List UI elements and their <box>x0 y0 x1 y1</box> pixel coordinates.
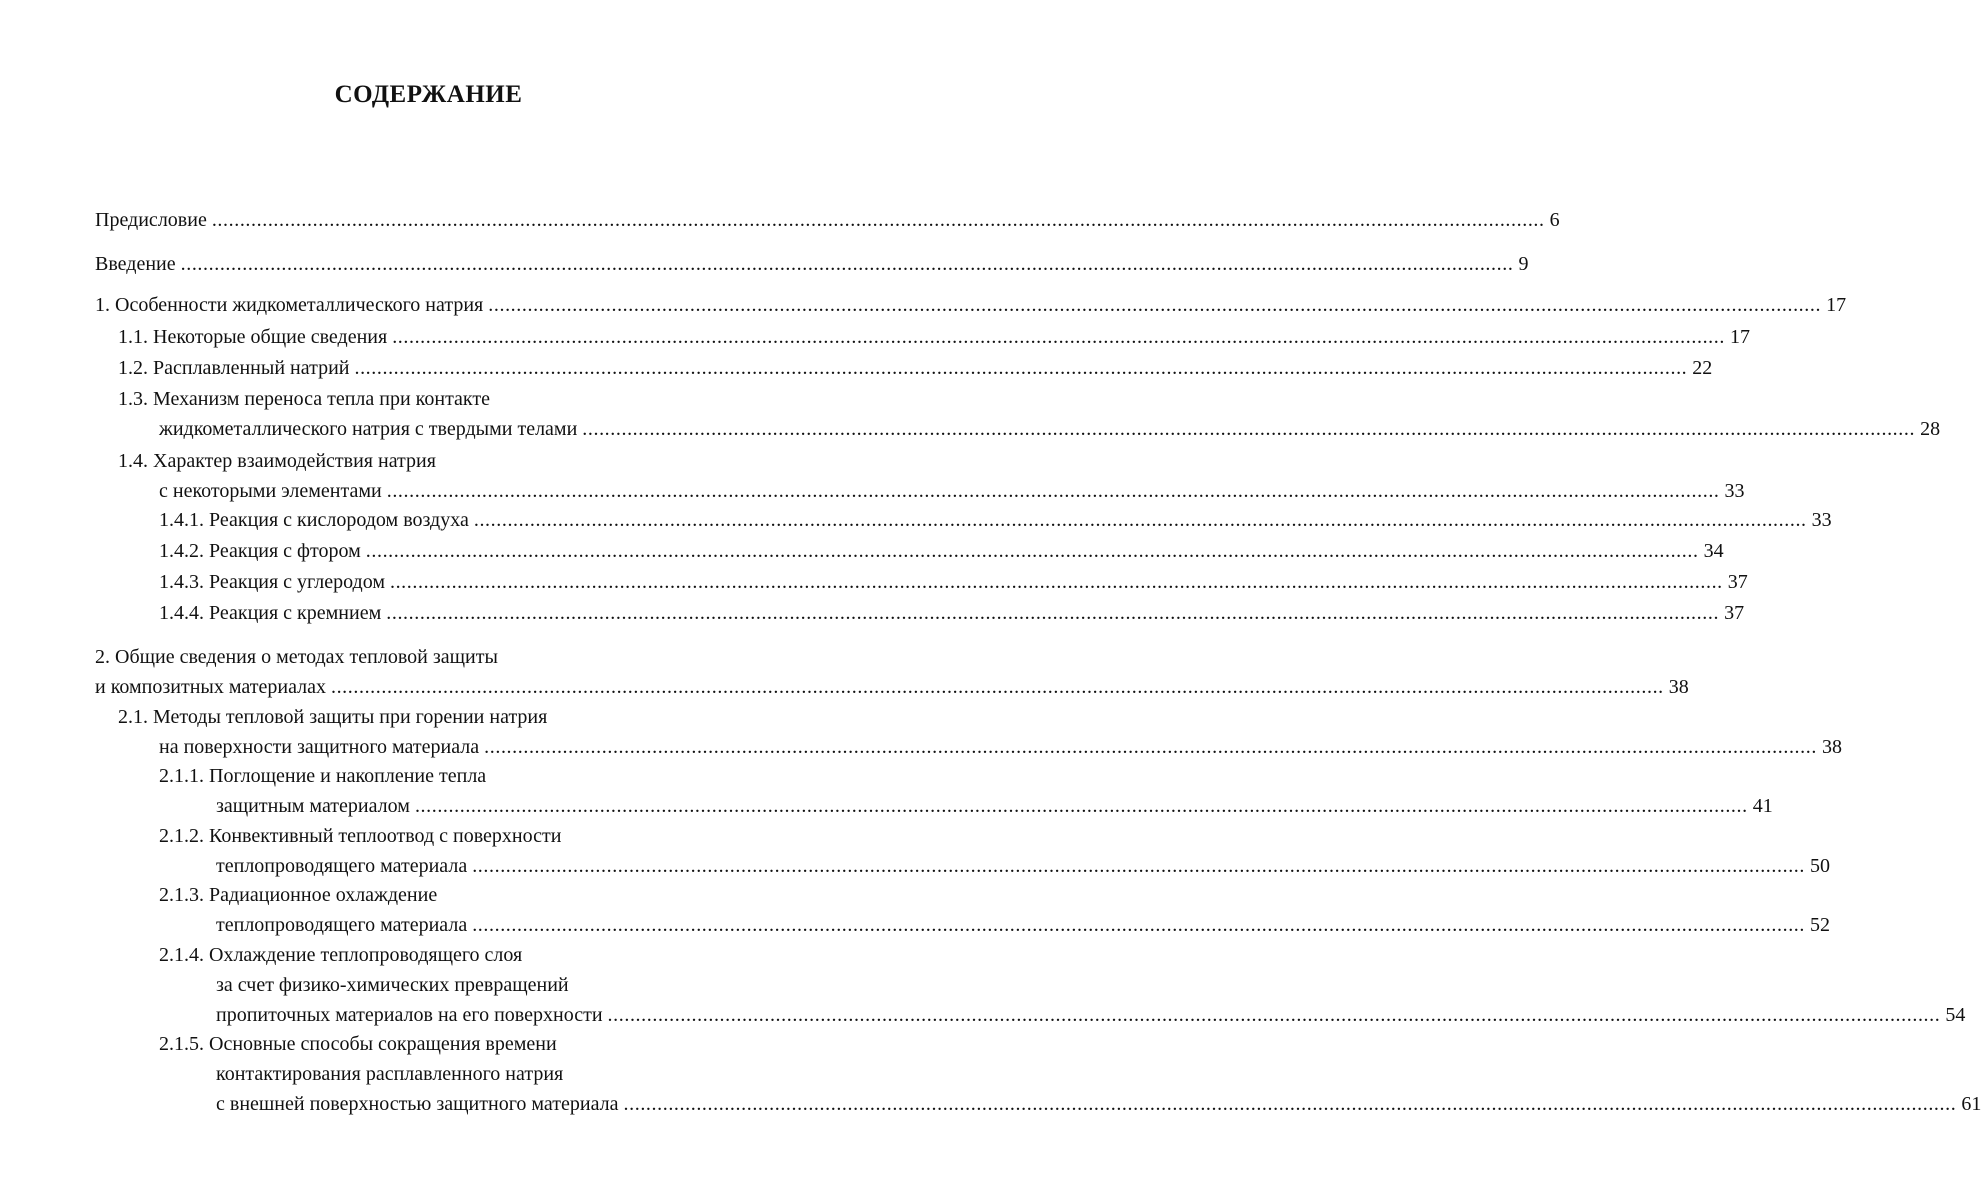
dot-leader: .............................................................................................................................................................................................................................................. <box>365 540 1699 562</box>
toc-page-number: 37 <box>1724 602 1745 624</box>
toc-entry-title-continued: на поверхности защитного материала <box>159 736 480 758</box>
toc-page-number: 33 <box>1724 480 1745 502</box>
toc-page-number: 38 <box>1668 676 1689 698</box>
dot-leader: .............................................................................................................................................................................................................................................. <box>472 914 1806 936</box>
toc-page-number: 37 <box>1727 571 1748 593</box>
toc-entry-title: 2.1. Методы тепловой защиты при горении натрия <box>118 706 548 728</box>
dot-leader: .............................................................................................................................................................................................................................................. <box>354 357 1688 379</box>
toc-entry-title: 2.1.4. Охлаждение теплопроводящего слоя <box>159 944 523 966</box>
dot-leader: .............................................................................................................................................................................................................................................. <box>623 1093 1957 1115</box>
dot-leader: .............................................................................................................................................................................................................................................. <box>484 736 1817 758</box>
toc-entry-title: 1.1. Некоторые общие сведения <box>118 326 388 348</box>
toc-page-number: 38 <box>1821 736 1842 758</box>
dot-leader: .............................................................................................................................................................................................................................................. <box>389 571 1723 593</box>
toc-entry-section-2-1-5 <box>159 1029 1981 1119</box>
toc-entry-title: 2.1.5. Основные способы сокращения времени <box>159 1033 557 1055</box>
dot-leader: .............................................................................................................................................................................................................................................. <box>386 480 1720 502</box>
toc-entry-introduction <box>95 249 1529 279</box>
toc-entry-title: 2.1.2. Конвективный теплоотвод с поверхности <box>159 825 562 847</box>
toc-entry-section-1-4-4 <box>159 598 1745 628</box>
toc-entry-title: Предисловие <box>95 209 207 231</box>
dot-leader: .............................................................................................................................................................................................................................................. <box>488 294 1822 316</box>
toc-entry-title-continued: и композитных материалах <box>95 676 326 698</box>
toc-entry-section-1-1 <box>118 322 1750 352</box>
toc-entry-title: 2.1.1. Поглощение и накопление тепла <box>159 765 487 787</box>
dot-leader: .............................................................................................................................................................................................................................................. <box>582 418 1916 440</box>
dot-leader: .............................................................................................................................................................................................................................................. <box>392 326 1725 348</box>
toc-page-number: 17 <box>1826 294 1847 316</box>
toc-entry-title-continued: теплопроводящего материала <box>216 855 468 877</box>
toc-page-number: 28 <box>1920 418 1941 440</box>
toc-entry-title-continued: за счет физико-химических превращений <box>216 974 569 996</box>
toc-entry-title: 1.4.3. Реакция с углеродом <box>159 571 385 593</box>
dot-leader: .............................................................................................................................................................................................................................................. <box>330 676 1664 698</box>
toc-entry-section-1-4-1 <box>159 505 1832 535</box>
toc-entry-section-2-1-2 <box>159 821 1831 881</box>
dot-leader: .............................................................................................................................................................................................................................................. <box>414 795 1748 817</box>
dot-leader: .............................................................................................................................................................................................................................................. <box>386 602 1720 624</box>
toc-entry-title: 1.4.1. Реакция с кислородом воздуха <box>159 509 469 531</box>
toc-page-number: 61 <box>1961 1093 1981 1115</box>
dot-leader: .............................................................................................................................................................................................................................................. <box>211 209 1545 231</box>
toc-entry-title-continued: защитным материалом <box>216 795 410 817</box>
toc-entry-title-continued: пропиточных материалов на его поверхности <box>216 1004 603 1026</box>
toc-page-number: 50 <box>1810 855 1831 877</box>
dot-leader: .............................................................................................................................................................................................................................................. <box>472 855 1806 877</box>
toc-entry-section-2-1 <box>118 702 1842 762</box>
toc-entry-title: 1.4.4. Реакция с кремнием <box>159 602 382 624</box>
dot-leader: .............................................................................................................................................................................................................................................. <box>180 253 1514 275</box>
page-title: СОДЕРЖАНИЕ <box>334 81 523 108</box>
toc-page-number: 22 <box>1692 357 1713 379</box>
toc-entry-title: 2. Общие сведения о методах тепловой защиты <box>95 646 498 668</box>
toc-page-number: 54 <box>1945 1004 1966 1026</box>
toc-entry-title: 1.4.2. Реакция с фтором <box>159 540 361 562</box>
toc-entry-title-continued: с некоторыми элементами <box>159 480 382 502</box>
toc-entry-title: 1.3. Механизм переноса тепла при контакте <box>118 388 491 410</box>
toc-entry-title: 1.4. Характер взаимодействия натрия <box>118 450 436 472</box>
toc-page-number: 9 <box>1518 253 1529 275</box>
toc-entry-title-continued: с внешней поверхностью защитного материала <box>216 1093 619 1115</box>
dot-leader: .............................................................................................................................................................................................................................................. <box>473 509 1807 531</box>
toc-entry-title-continued: контактирования расплавленного натрия <box>216 1063 564 1085</box>
toc-page-number: 33 <box>1811 509 1832 531</box>
toc-page-number: 52 <box>1810 914 1831 936</box>
toc-entry-chapter-1 <box>95 290 1847 320</box>
toc-entry-chapter-2 <box>95 642 1689 702</box>
toc-entry-section-1-4 <box>118 446 1745 506</box>
toc-page-number: 17 <box>1730 326 1750 348</box>
toc-entry-title-continued: теплопроводящего материала <box>216 914 468 936</box>
toc-entry-title: 1.2. Расплавленный натрий <box>118 357 350 379</box>
toc-entry-section-2-1-3 <box>159 880 1831 940</box>
toc-entry-section-1-2 <box>118 353 1713 383</box>
toc-entry-section-2-1-4 <box>159 940 1966 1030</box>
toc-entry-section-2-1-1 <box>159 761 1773 821</box>
toc-entry-section-1-4-3 <box>159 567 1748 597</box>
toc-entry-title: 1. Особенности жидкометаллического натрия <box>95 294 484 316</box>
toc-entry-preface <box>95 205 1560 235</box>
toc-page-number: 34 <box>1703 540 1724 562</box>
toc-page-number: 6 <box>1549 209 1560 231</box>
toc-entry-section-1-3 <box>118 384 1941 444</box>
toc-page-number: 41 <box>1752 795 1773 817</box>
toc-entry-section-1-4-2 <box>159 536 1724 566</box>
toc-entry-title-continued: жидкометаллического натрия с твердыми телами <box>159 418 578 440</box>
dot-leader: .............................................................................................................................................................................................................................................. <box>607 1004 1941 1026</box>
toc-entry-title: Введение <box>95 253 176 275</box>
toc-entry-title: 2.1.3. Радиационное охлаждение <box>159 884 438 906</box>
